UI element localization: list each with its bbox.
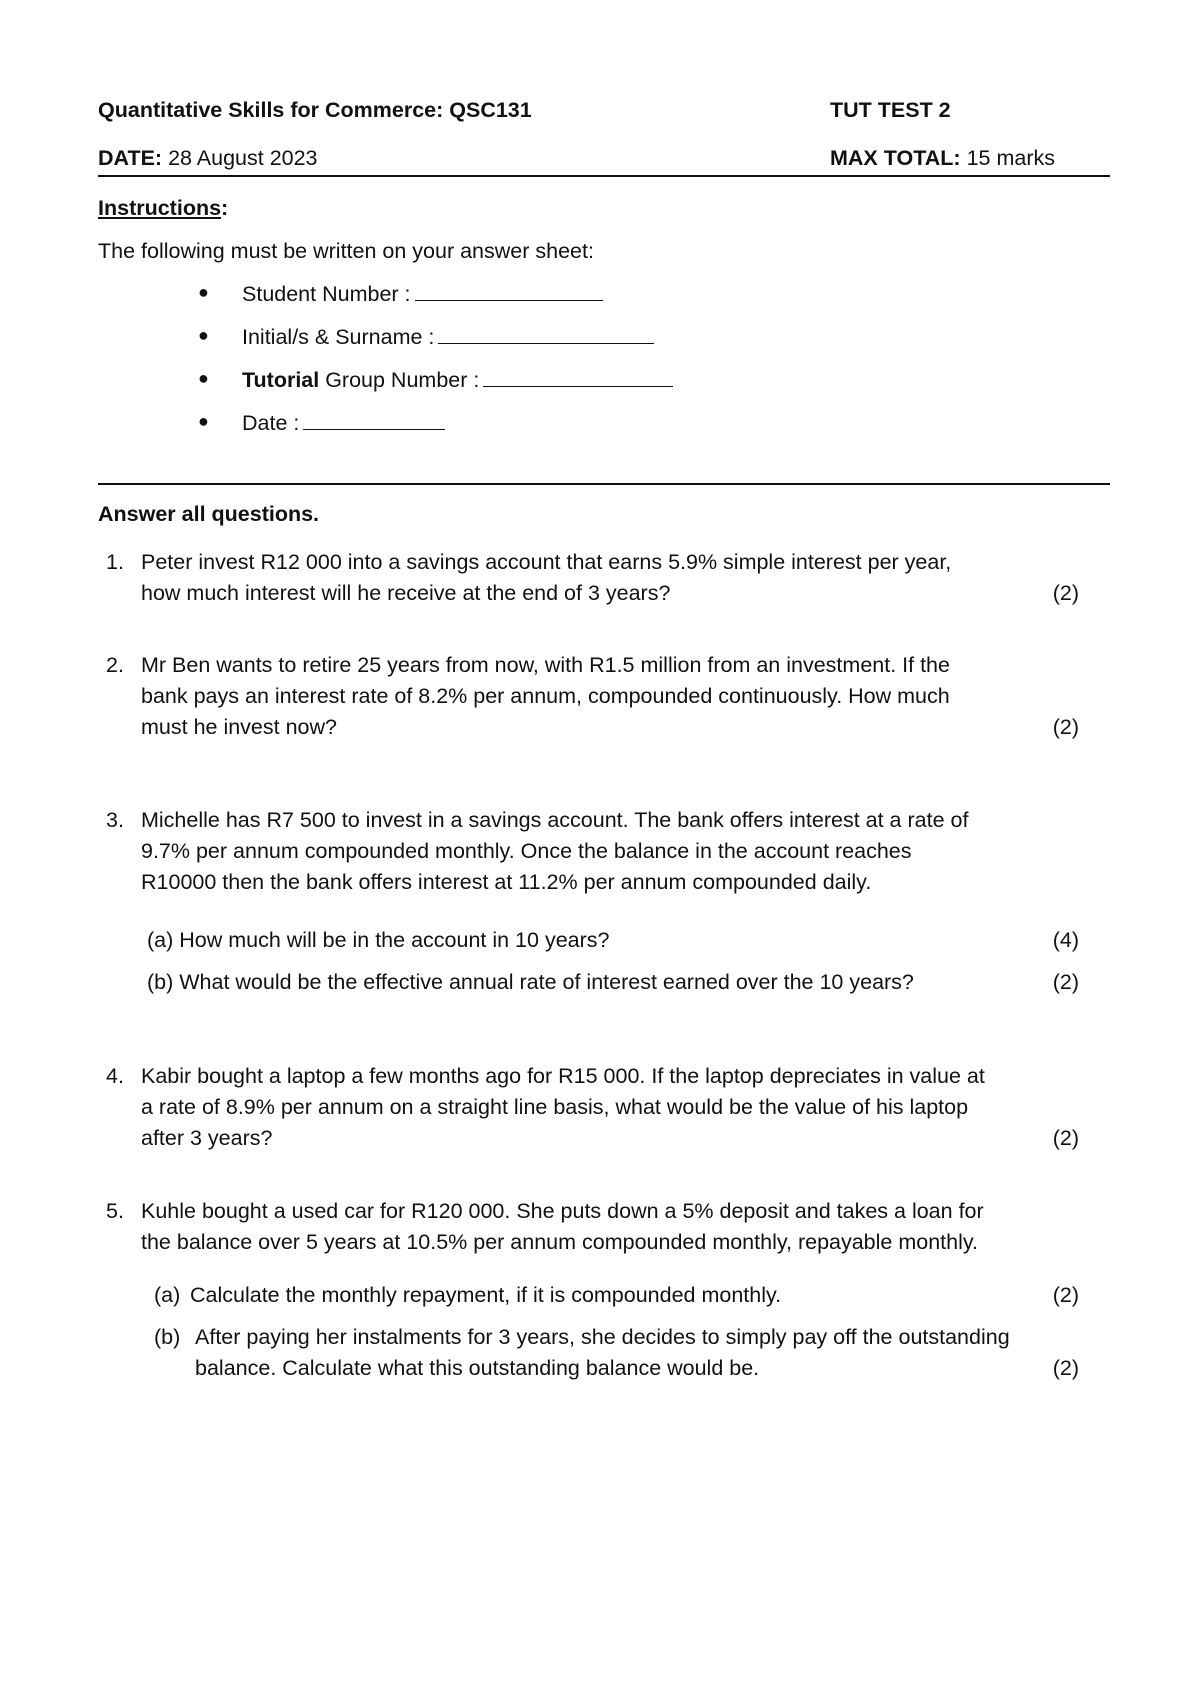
- question-line: Michelle has R7 500 to invest in a savings account. The bank offers interest at a rate of: [141, 808, 969, 832]
- date-value: 28 August 2023: [168, 146, 318, 170]
- instructions-colon: :: [221, 196, 229, 220]
- question-line: the balance over 5 years at 10.5% per annum compounded monthly, repayable monthly.: [141, 1230, 979, 1254]
- subquestion-marks: (2): [1052, 1283, 1079, 1307]
- student-number-blank: [415, 282, 603, 301]
- header-divider: [98, 175, 1110, 177]
- instruction-item-label: Initial/s & Surname :: [242, 325, 435, 349]
- question-number: 5.: [106, 1199, 124, 1223]
- bullet-icon: ●: [198, 368, 209, 388]
- bullet-icon: ●: [198, 411, 209, 431]
- question-line: Kabir bought a laptop a few months ago for R15 000. If the laptop depreciates in value at: [141, 1064, 985, 1088]
- date-row: [98, 146, 1110, 171]
- instruction-item-label: Group Number :: [319, 368, 480, 392]
- instructions-heading: [98, 196, 1110, 221]
- subquestion-label: (a): [154, 1283, 181, 1307]
- question-line: 9.7% per annum compounded monthly. Once the balance in the account reaches: [141, 839, 912, 863]
- subquestion-text: Calculate the monthly repayment, if it is compounded monthly.: [190, 1283, 782, 1307]
- course-title: [98, 98, 1110, 123]
- question-number: 2.: [106, 653, 124, 677]
- question-line: Kuhle bought a used car for R120 000. She puts down a 5% deposit and takes a loan for: [141, 1199, 984, 1223]
- bullet-icon: ●: [198, 282, 209, 302]
- question-line: a rate of 8.9% per annum on a straight line basis, what would be the value of his laptop: [141, 1095, 969, 1119]
- test-name: TUT TEST 2: [830, 98, 951, 122]
- subquestion-marks: (2): [1052, 1356, 1079, 1380]
- question-line: how much interest will he receive at the end of 3 years?: [141, 581, 671, 605]
- question-line: bank pays an interest rate of 8.2% per annum, compounded continuously. How much: [141, 684, 950, 708]
- instructions-intro: The following must be written on your answer sheet:: [98, 239, 594, 263]
- question-marks: (2): [1052, 581, 1079, 605]
- question-line: R10000 then the bank offers interest at 11.2% per annum compounded daily.: [141, 870, 872, 894]
- question-number: 4.: [106, 1064, 124, 1088]
- bullet-icon: ●: [198, 325, 209, 345]
- max-total-value: 15 marks: [966, 146, 1055, 170]
- instruction-item-label: Student Number :: [242, 282, 411, 306]
- subquestion-label: (b): [154, 1325, 181, 1349]
- subquestion-marks: (2): [1052, 970, 1079, 994]
- question-number: 3.: [106, 808, 124, 832]
- answer-heading: Answer all questions.: [98, 502, 320, 526]
- surname-blank: [438, 325, 654, 344]
- question-number: 1.: [106, 550, 124, 574]
- subquestion-text: (a) How much will be in the account in 10 years?: [147, 928, 610, 952]
- instructions-title: Instructions: [98, 196, 222, 220]
- question-marks: (2): [1052, 715, 1079, 739]
- course-name: Quantitative Skills for Commerce: QSC131: [98, 98, 532, 122]
- question-line: Mr Ben wants to retire 25 years from now, with R1.5 million from an investment. If the: [141, 653, 950, 677]
- subquestion-line: balance. Calculate what this outstanding balance would be.: [195, 1356, 760, 1380]
- date-blank: [303, 411, 445, 430]
- instruction-item-label: Date :: [242, 411, 300, 435]
- subquestion-text: (b) What would be the effective annual rate of interest earned over the 10 years?: [147, 970, 914, 994]
- subquestion-line: After paying her instalments for 3 years, she decides to simply pay off the outstanding: [195, 1325, 1010, 1349]
- instruction-item-bold: Tutorial: [242, 368, 320, 392]
- max-total: [830, 146, 1055, 171]
- max-total-label: MAX TOTAL:: [830, 146, 961, 170]
- question-line: after 3 years?: [141, 1126, 273, 1150]
- question-line: Peter invest R12 000 into a savings account that earns 5.9% simple interest per year,: [141, 550, 952, 574]
- question-marks: (2): [1052, 1126, 1079, 1150]
- subquestion-marks: (4): [1052, 928, 1079, 952]
- group-number-blank: [483, 368, 673, 387]
- question-line: must he invest now?: [141, 715, 337, 739]
- instructions-divider: [98, 483, 1110, 485]
- date-label: DATE:: [98, 146, 163, 170]
